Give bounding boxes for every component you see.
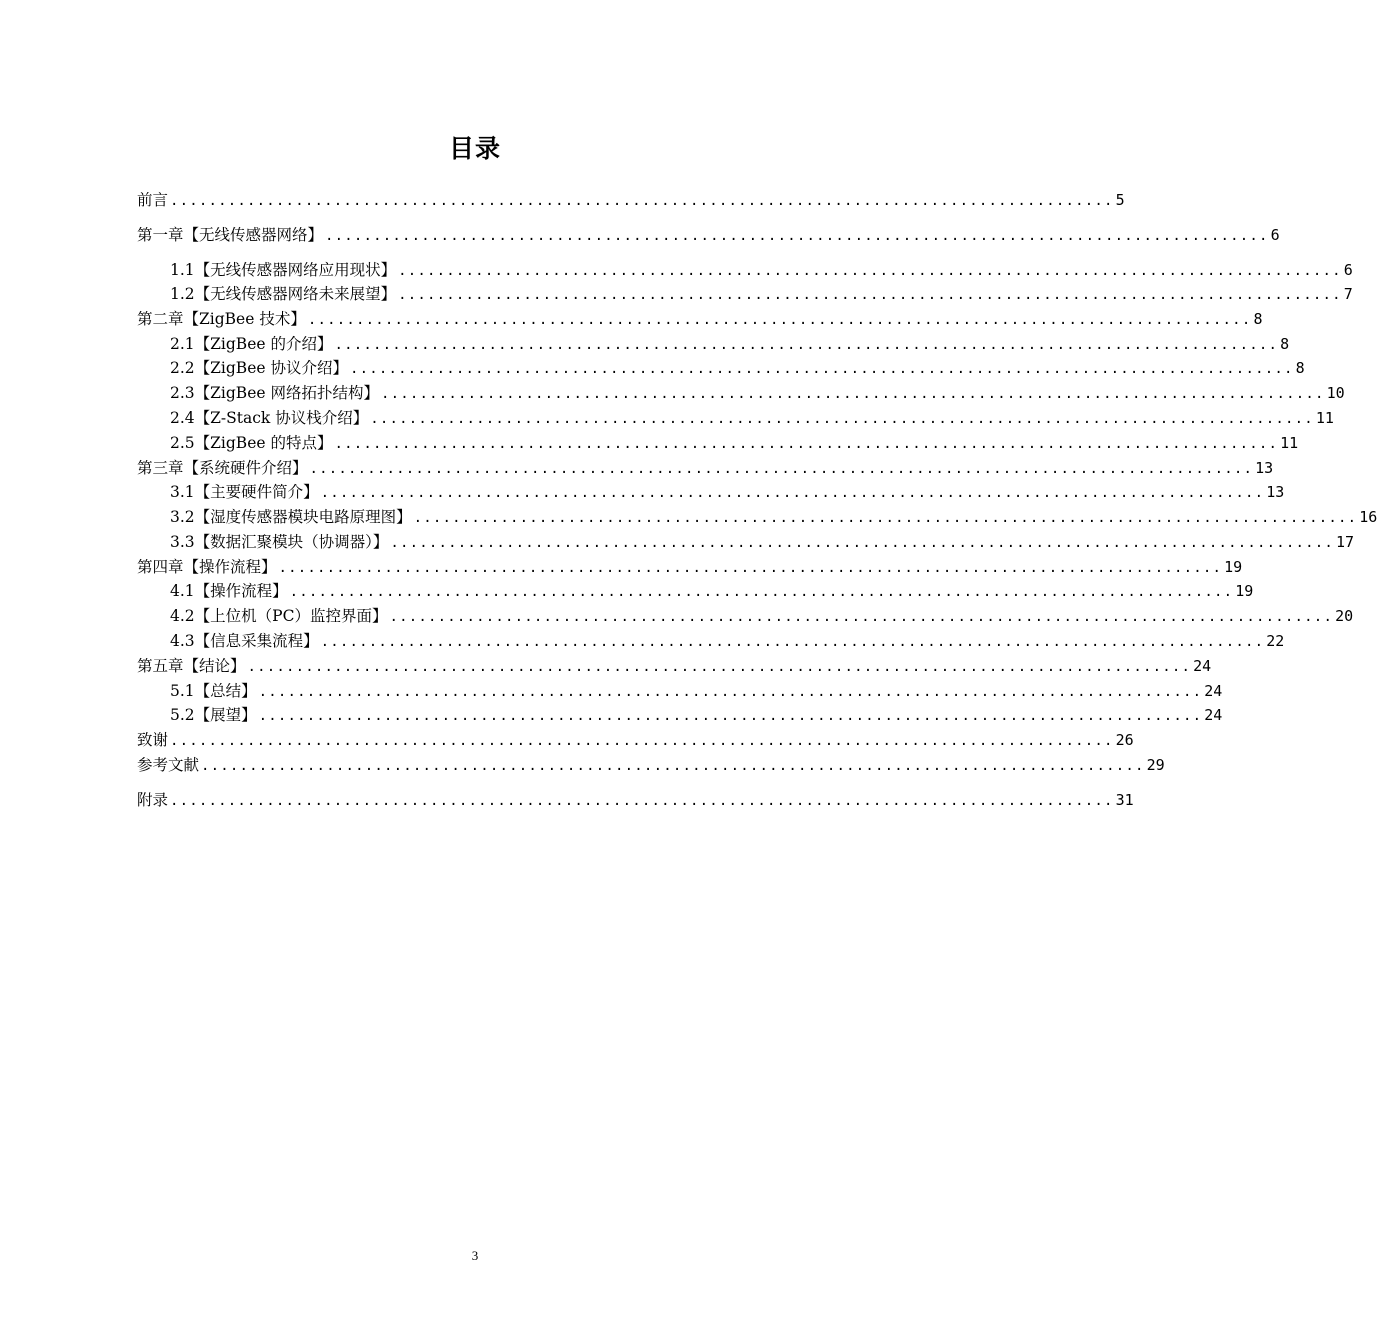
toc-entry-label: 2.5【ZigBee 的特点】: [170, 434, 333, 452]
toc-entry-label: 第五章【结论】: [137, 657, 246, 675]
toc-entry-section-5-1[interactable]: [170, 679, 1223, 701]
toc-entry-label: 3.2【湿度传感器模块电路原理图】: [170, 508, 412, 526]
toc-entry-section-2-5[interactable]: [170, 431, 1299, 453]
toc-entry-section-1-1[interactable]: [170, 258, 1353, 280]
toc-entry-label: 第四章【操作流程】: [137, 558, 277, 576]
toc-entry-page: 8: [1280, 335, 1290, 353]
toc-entry-chapter-2[interactable]: [137, 307, 1263, 329]
toc-dot-leader: ..................................................................................................: [325, 228, 1269, 244]
toc-dot-leader: ..................................................................................................: [247, 659, 1192, 675]
toc-entry-page: 8: [1253, 310, 1263, 328]
toc-dot-leader: ..................................................................................................: [258, 684, 1203, 700]
toc-entry-page: 20: [1335, 607, 1354, 625]
toc-entry-label: 1.2【无线传感器网络未来展望】: [170, 285, 397, 303]
toc-entry-label: 1.1【无线传感器网络应用现状】: [170, 261, 397, 279]
toc-entry-page: 29: [1146, 756, 1165, 774]
toc-entry-page: 24: [1204, 682, 1223, 700]
toc-dot-leader: ..................................................................................................: [334, 436, 1279, 452]
toc-entry-page: 6: [1270, 226, 1280, 244]
toc-entry-page: 24: [1204, 706, 1223, 724]
toc-dot-leader: ..................................................................................................: [170, 733, 1114, 749]
toc-entry-section-5-2[interactable]: [170, 703, 1223, 725]
toc-entry-section-1-2[interactable]: [170, 282, 1353, 304]
toc-entry-label: 第二章【ZigBee 技术】: [137, 310, 306, 328]
toc-entry-section-4-3[interactable]: [170, 629, 1285, 651]
toc-entry-label: 3.3【数据汇聚模块（协调器）】: [170, 533, 389, 551]
toc-entry-page: 5: [1115, 191, 1125, 209]
toc-entry-references[interactable]: [137, 753, 1165, 775]
toc-entry-label: 第一章【无线传感器网络】: [137, 226, 324, 244]
toc-dot-leader: ..................................................................................................: [258, 708, 1203, 724]
toc-entry-page: 13: [1266, 483, 1285, 501]
toc-entry-page: 22: [1266, 632, 1285, 650]
toc-dot-leader: ..................................................................................................: [349, 361, 1294, 377]
toc-entry-label: 2.3【ZigBee 网络拓扑结构】: [170, 384, 379, 402]
toc-entry-label: 4.3【信息采集流程】: [170, 632, 319, 650]
toc-entry-page: 19: [1224, 558, 1243, 576]
toc-entry-page: 24: [1193, 657, 1212, 675]
toc-dot-leader: ..................................................................................................: [390, 535, 1335, 551]
toc-entry-label: 2.2【ZigBee 协议介绍】: [170, 359, 348, 377]
toc-dot-leader: ..................................................................................................: [398, 263, 1342, 279]
toc-entry-page: 31: [1115, 791, 1134, 809]
toc-entry-label: 5.1【总结】: [170, 682, 257, 700]
toc-dot-leader: ..................................................................................................: [320, 634, 1265, 650]
page-number: 3: [471, 1248, 479, 1263]
toc-entry-label: 4.2【上位机（PC）监控界面】: [170, 607, 388, 625]
toc-dot-leader: ..................................................................................................: [309, 461, 1254, 477]
toc-entry-chapter-4[interactable]: [137, 555, 1243, 577]
toc-dot-leader: ..................................................................................................: [289, 584, 1234, 600]
toc-entry-section-4-2[interactable]: [170, 604, 1354, 626]
toc-entry-page: 19: [1235, 582, 1254, 600]
toc-dot-leader: ..................................................................................................: [334, 337, 1279, 353]
toc-entry-page: 8: [1295, 359, 1305, 377]
toc-entry-page: 26: [1115, 731, 1134, 749]
toc-entry-label: 4.1【操作流程】: [170, 582, 288, 600]
toc-dot-leader: ..................................................................................................: [170, 793, 1114, 809]
toc-entry-page: 16: [1359, 508, 1377, 526]
toc-dot-leader: ..................................................................................................: [389, 609, 1334, 625]
toc-entry-section-3-2[interactable]: [170, 505, 1377, 527]
toc-entry-label: 第三章【系统硬件介绍】: [137, 459, 308, 477]
toc-dot-leader: ..................................................................................................: [278, 560, 1223, 576]
toc-entry-label: 前言: [137, 191, 169, 209]
toc-entry-preface[interactable]: [137, 188, 1125, 210]
toc-dot-leader: ..................................................................................................: [398, 287, 1342, 303]
toc-entry-page: 17: [1336, 533, 1355, 551]
toc-dot-leader: ..................................................................................................: [307, 312, 1252, 328]
toc-entry-page: 6: [1343, 261, 1353, 279]
toc-entry-chapter-5[interactable]: [137, 654, 1212, 676]
toc-entry-label: 参考文献: [137, 756, 200, 774]
toc-entry-page: 13: [1255, 459, 1274, 477]
toc-entry-section-3-1[interactable]: [170, 480, 1285, 502]
toc-entry-section-3-3[interactable]: [170, 530, 1355, 552]
toc-entry-page: 11: [1280, 434, 1299, 452]
toc-entry-appendix[interactable]: [137, 788, 1134, 810]
toc-entry-label: 5.2【展望】: [170, 706, 257, 724]
toc-entry-section-2-1[interactable]: [170, 332, 1290, 354]
toc-entry-label: 2.1【ZigBee 的介绍】: [170, 335, 333, 353]
toc-dot-leader: ..................................................................................................: [201, 758, 1145, 774]
page-title: 目录: [448, 134, 501, 163]
toc-entry-page: 11: [1315, 409, 1334, 427]
toc-entry-label: 3.1【主要硬件简介】: [170, 483, 319, 501]
toc-entry-section-2-3[interactable]: [170, 381, 1345, 403]
toc-dot-leader: ..................................................................................................: [380, 386, 1325, 402]
toc-entry-section-2-4[interactable]: [170, 406, 1334, 428]
toc-entry-page: 7: [1343, 285, 1353, 303]
toc-entry-section-4-1[interactable]: [170, 579, 1254, 601]
toc-entry-page: 10: [1326, 384, 1345, 402]
toc-dot-leader: ..................................................................................................: [370, 411, 1314, 427]
toc-dot-leader: ..................................................................................................: [320, 485, 1265, 501]
toc-entry-label: 2.4【Z-Stack 协议栈介绍】: [170, 409, 369, 427]
toc-entry-chapter-3[interactable]: [137, 456, 1274, 478]
toc-entry-label: 附录: [137, 791, 169, 809]
toc-entry-chapter-1[interactable]: [137, 223, 1280, 245]
toc-entry-label: 致谢: [137, 731, 169, 749]
toc-dot-leader: ..................................................................................................: [170, 193, 1114, 209]
toc-dot-leader: ..................................................................................................: [413, 510, 1358, 526]
toc-entry-section-2-2[interactable]: [170, 356, 1305, 378]
toc-entry-acknowledgements[interactable]: [137, 728, 1134, 750]
